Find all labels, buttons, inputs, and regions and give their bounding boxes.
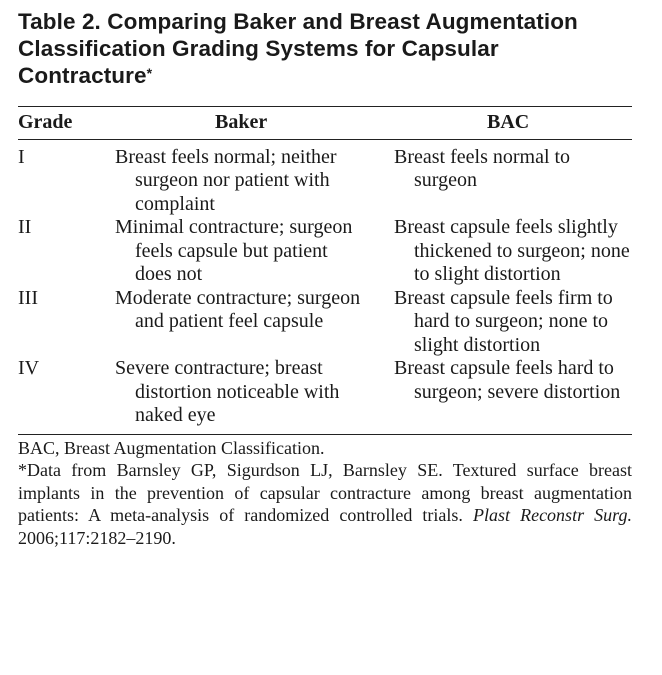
row-1-grade: I — [18, 145, 25, 168]
abbreviation-note: BAC, Breast Augmentation Classification. — [18, 437, 325, 458]
row-1-bac: Breast feels normal to surgeon — [394, 145, 571, 191]
row-4-grade: IV — [18, 357, 40, 379]
row-2-baker: Minimal contracture; surgeon feels capsule but patient does not — [115, 216, 353, 285]
header-bac: BAC — [487, 111, 530, 133]
source-note-text: *Data from Barnsley GP, Sigurdson LJ, Barnsley SE. Textured surface breast implants in the prevention of capsular contracture among breast augmentation patients: A meta-analysis of randomized controlled trials. — [18, 460, 632, 525]
row-3-baker: Moderate contracture; surgeon and patient feel capsule — [115, 286, 361, 332]
row-2-grade: II — [18, 216, 32, 238]
table-bottom-rule — [18, 434, 632, 435]
source-note — [18, 459, 632, 549]
row-2-bac: Breast capsule feels slightly thickened to surgeon; none to slight distortion — [394, 216, 630, 285]
row-4-baker: Severe contracture; breast distortion noticeable with naked eye — [115, 357, 340, 426]
row-1-baker: Breast feels normal; neither surgeon nor patient with complaint — [115, 145, 337, 215]
title-footnote-marker: * — [146, 65, 153, 81]
row-3-bac: Breast capsule feels firm to hard to surgeon; none to slight distortion — [394, 286, 613, 356]
table-title — [18, 8, 632, 89]
journal-name: Plast Reconstr Surg. — [473, 505, 632, 525]
grading-table-body — [18, 140, 632, 428]
grading-table — [18, 107, 632, 139]
citation-details: 2006;117:2182–2190. — [18, 527, 176, 548]
header-baker: Baker — [215, 111, 268, 133]
header-grade: Grade — [18, 111, 73, 133]
table-figure — [18, 8, 632, 549]
table-footnotes — [18, 437, 632, 550]
table-title-text: Table 2. Comparing Baker and Breast Augmentation Classification Grading Systems for Capsular Contracture — [18, 9, 578, 88]
row-4-bac: Breast capsule feels hard to surgeon; severe distortion — [394, 357, 621, 403]
row-3-grade: III — [18, 286, 38, 309]
